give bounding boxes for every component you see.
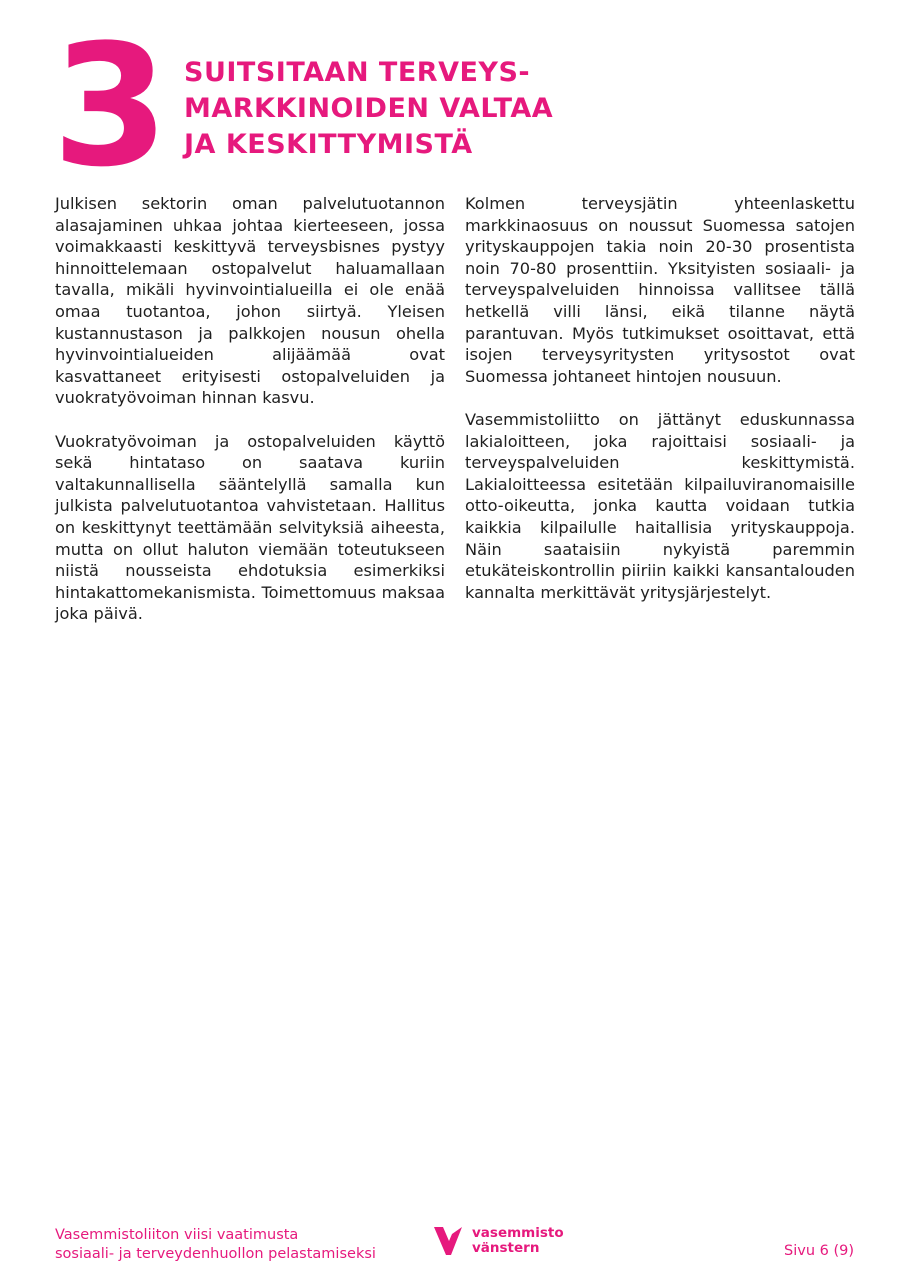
v-logo-icon: [432, 1224, 466, 1258]
section-title: [184, 55, 684, 163]
section-number: 3: [52, 8, 165, 204]
logo-wordmark: [472, 1226, 564, 1256]
section-title-line: MARKKINOIDEN VALTAA: [184, 93, 554, 124]
page-number: Sivu 6 (9): [784, 1243, 854, 1259]
footer-document-title: [55, 1226, 376, 1264]
vasemmisto-logo: [432, 1224, 564, 1258]
section-title-line: SUITSITAAN TERVEYS-: [184, 57, 531, 88]
section-title-line: JA KESKITTYMISTÄ: [184, 129, 473, 160]
logo-line: vänstern: [472, 1240, 540, 1256]
body-paragraph: Vasemmistoliitto on jättänyt eduskunnassa lakialoitteen, joka rajoittaisi sosiaali- ja terveyspalveluiden keskittymistä. Lakialoitteessa esitetään kilpailuviranomaisille otto-oikeutta, jonka kautta voidaan tutkia kaikkia kilpailulle haitallisia yrityskauppoja. Näin saataisiin nykyistä paremmin etukäteiskontrollin piiriin kaikki kansantalouden kannalta merkittävät yritysjärjestelyt.: [465, 409, 855, 602]
body-paragraph: Vuokratyövoiman ja ostopalveluiden käyttö sekä hintataso on saatava kuriin valtakunnallisella sääntelyllä samalla kun julkista palvelutuotantoa vahvistetaan. Hallitus on keskittynyt teettämään selvityksiä aiheesta, mutta on ollut haluton viemään toteutukseen niistä nousseista ehdotuksia esimerkiksi hintakattomekanismista. Toimettomuus maksaa joka päivä.: [55, 431, 445, 624]
logo-line: vasemmisto: [472, 1225, 564, 1241]
footer-title-line: sosiaali- ja terveydenhuollon pelastamiseksi: [55, 1246, 376, 1262]
left-column: [55, 193, 445, 646]
footer-title-line: Vasemmistoliiton viisi vaatimusta: [55, 1227, 299, 1243]
body-paragraph: Kolmen terveysjätin yhteenlaskettu markkinaosuus on noussut Suomessa satojen yrityskauppojen takia noin 20-30 prosentista noin 70-80 prosenttiin. Yksityisten sosiaali- ja terveyspalveluiden hinnoissa vallitsee tällä hetkellä villi länsi, eikä tilanne näytä parantuvan. Myös tutkimukset osoittavat, että isojen terveysyritysten yritysostot ovat Suomessa johtaneet hintojen nousuun.: [465, 194, 855, 386]
body-paragraph: Julkisen sektorin oman palvelutuotannon alasajaminen uhkaa johtaa kierteeseen, jossa voimakkaasti keskittyvä terveysbisnes pystyy hinnoittelemaan ostopalvelut haluamallaan tavalla, mikäli hyvinvointialueilla ei ole enää omaa tuotantoa, johon siirtyä. Yleisen kustannustason ja palkkojen nousun ohella hyvinvointialueiden alijäämää ovat kasvattaneet erityisesti ostopalveluiden ja vuokratyövoiman hinnan kasvu.: [55, 194, 445, 408]
right-column: [465, 193, 855, 625]
